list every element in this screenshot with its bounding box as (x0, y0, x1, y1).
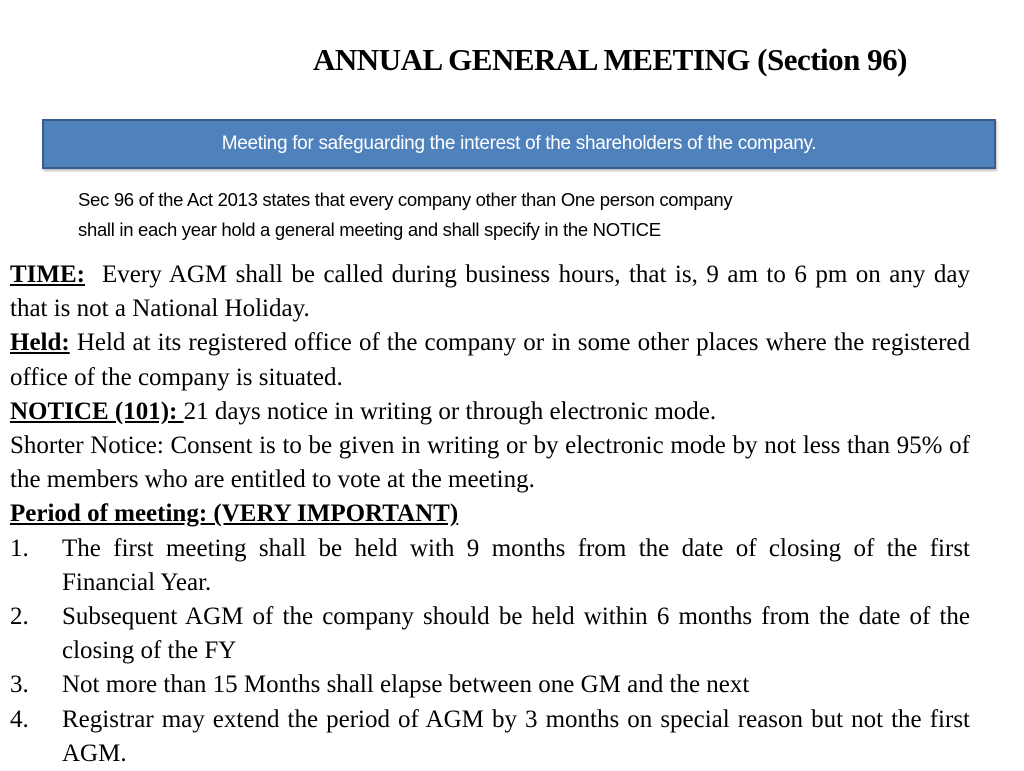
notice-label: NOTICE (101): (10, 397, 184, 425)
notice-text: 21 days notice in writing or through electronic mode. (183, 397, 717, 425)
notice-paragraph (10, 395, 970, 429)
list-text: Not more than 15 Months shall elapse between one GM and the next (62, 671, 750, 699)
list-text: Registrar may extend the period of AGM by 3 months on special reason but not the first AGM. (62, 705, 970, 767)
list-number: 3. (10, 671, 29, 699)
list-number: 1. (10, 534, 29, 562)
intro-line: shall in each year hold a general meeting and shall specify in the NOTICE (78, 219, 661, 240)
held-text: Held at its registered office of the company or in some other places where the registered office of the company is situated. (10, 329, 970, 391)
held-label: Held: (10, 329, 70, 357)
slide-body (10, 258, 970, 771)
time-paragraph (10, 258, 970, 326)
time-label: TIME: (10, 261, 85, 288)
intro-line: Sec 96 of the Act 2013 states that every company other than One person company (78, 189, 733, 210)
list-item (10, 703, 970, 771)
time-text: Every AGM shall be called during business hours, that is, 9 am to 6 pm on any day that is not a National Holiday. (10, 261, 970, 323)
list-text: The first meeting shall be held with 9 months from the date of closing of the first Financial Year. (62, 534, 970, 596)
list-number: 4. (10, 705, 29, 733)
list-text: Subsequent AGM of the company should be held within 6 months from the date of the closing of the FY (62, 603, 970, 665)
summary-banner: Meeting for safeguarding the interest of the shareholders of the company. (42, 119, 996, 169)
intro-text (78, 185, 978, 245)
list-item (10, 600, 970, 668)
list-number: 2. (10, 603, 29, 631)
shorter-notice-paragraph: Shorter Notice: Consent is to be given in writing or by electronic mode by not less than 95% of the members who are entitled to vote at the meeting. (10, 432, 970, 494)
slide-title: ANNUAL GENERAL MEETING (Section 96) (313, 42, 907, 77)
held-paragraph (10, 326, 970, 394)
period-heading: Period of meeting: (VERY IMPORTANT) (10, 500, 459, 528)
list-item (10, 532, 970, 600)
list-item (10, 668, 970, 702)
